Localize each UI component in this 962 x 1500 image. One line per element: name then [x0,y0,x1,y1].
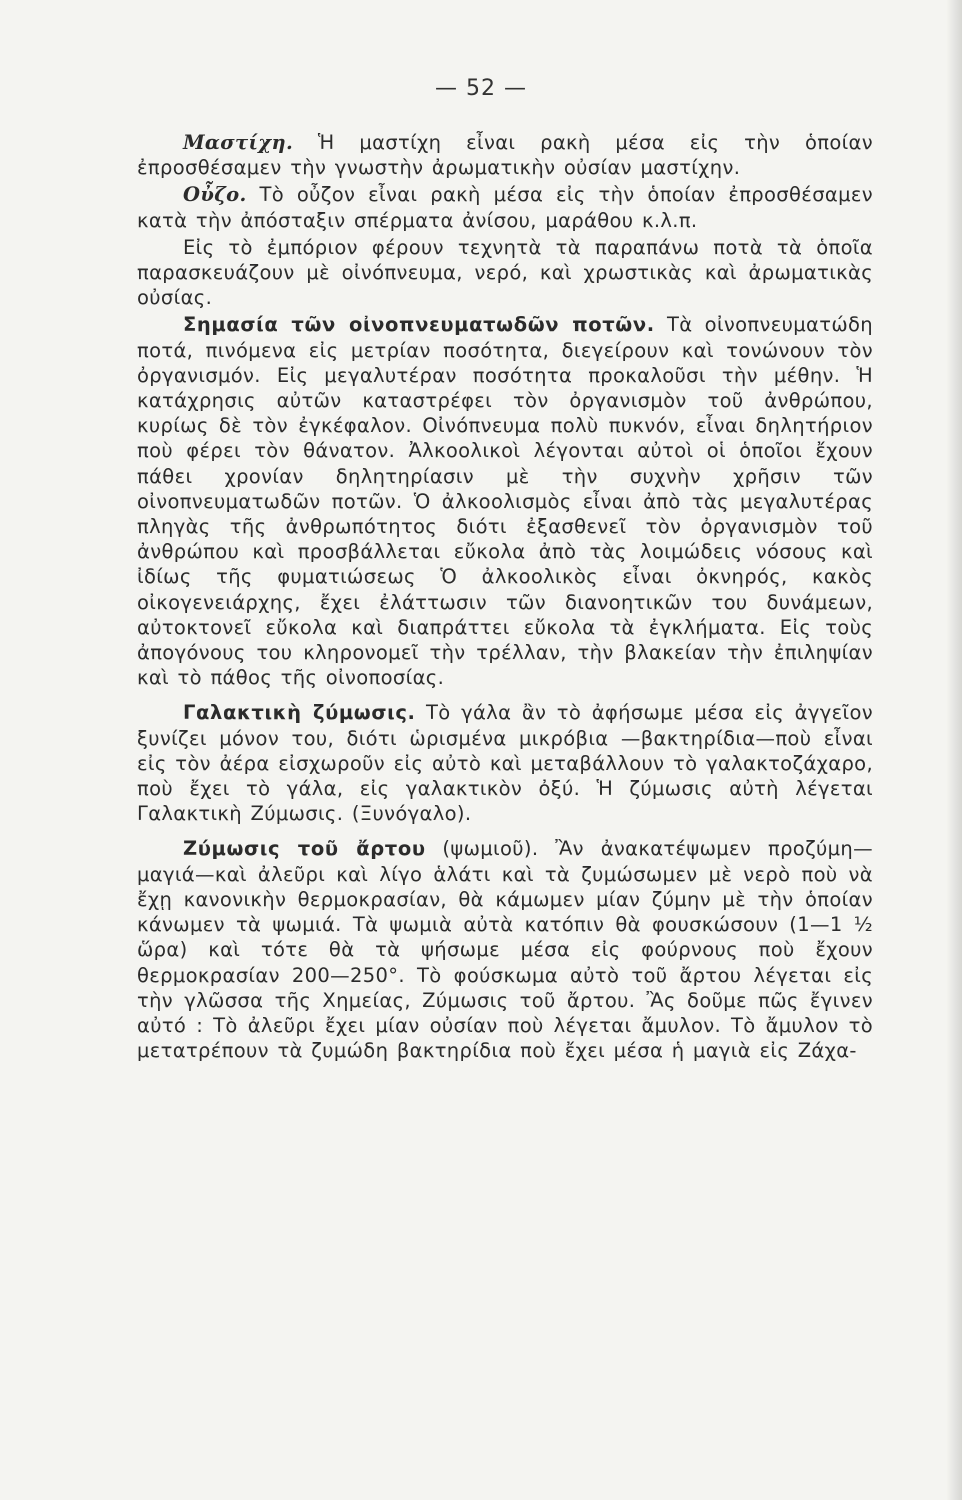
paragraph-text: Τὰ οἰνοπνευματώδη ποτά, πινόμενα εἰς μετρίαν ποσότητα, διεγείρουν καὶ τονώνουν τὸν ὀργανισμόν. Εἰς μεγαλυτέραν ποσότητα προκαλοῦσι τὴν μέθην. Ἡ κατάχρησις αὐτῶν καταστρέφει τὸν ὀργανισμὸν τοῦ ἀνθρώπου, κυρίως δὲ τὸν ἐγκέφαλον. Οἰνόπνευμα πολὺ πυκνόν, εἶναι δηλητήριον ποὺ φέρει τὸν θάνατον. Ἀλκοολικοὶ λέγονται αὐτοὶ οἱ ὁποῖοι ἔχουν πάθει χρονίαν δηλητηρίασιν μὲ τὴν συχνὴν χρῆσιν τῶν οἰνοπνευματωδῶν ποτῶν. Ὁ ἀλκοολισμὸς εἶναι ἀπὸ τὰς μεγαλυτέρας πληγὰς τῆς ἀνθρωπότητος διότι ἐξασθενεῖ τὸν ὀργανισμὸν τοῦ ἀνθρώπου καὶ προσβάλλεται εὔκολα ἀπὸ τὰς λοιμώδεις νόσους καὶ ἰδίως τῆς φυματιώσεως Ὁ ἀλκοολικὸς εἶναι ὀκνηρός, κακὸς οἰκογενειάρχης, ἔχει ἐλάττωσιν τῶν διανοητικῶν του δυνάμεων, αὐτοκτονεῖ εὔκολα καὶ διαπράττει εὔκολα τὰ ἐγκλήματα. Εἰς τοὺς ἀπογόνους του κληρονομεῖ τὴν τρέλλαν, τὴν βλακείαν τὴν ἐπιληψίαν καὶ τὸ πάθος τῆς οἰνοποσίας. [137,313,873,690]
paragraph-text: Τὸ γάλα ἂν τὸ ἀφήσωμε μέσα εἰς ἀγγεῖον ξυνίζει μόνον του, διότι ὡρισμένα μικρόβια —βακτηρίδια—ποὺ εἶναι εἰς τὸν ἀέρα εἰσχωροῦν εἰς αὐτὸ καὶ μεταβάλλουν τὸ γαλακτοζάχαρο, ποὺ ἔχει τὸ γάλα, εἰς γαλακτικὸν ὀξύ. Ἡ ζύμωσις αὐτὴ λέγεται Γαλακτικὴ Ζύμωσις. (Ξυνόγαλο). [137,701,873,826]
heading-ouzo: Οὖζο. [183,183,247,207]
paragraph-bread-fermentation [137,836,873,1063]
paragraph-text: (ψωμιοῦ). Ἂν ἀνακατέψωμεν προζύμη—μαγιά—καὶ ἀλεῦρι καὶ λίγο ἁλάτι καὶ τὰ ζυμώσωμεν μὲ νερὸ ποὺ νὰ ἔχῃ κανονικὴν θερμοκρασίαν, θὰ κάμωμεν μίαν ζύμην μὲ τὴν ὁποίαν κάνωμεν τὰ ψωμιά. Τὰ ψωμιὰ αὐτὰ κατόπιν θὰ φουσκώσουν (1—1 ½ ὥρα) καὶ τότε θὰ τὰ ψήσωμε μέσα εἰς φούρνους ποὺ ἔχουν θερμοκρασίαν 200—250°. Τὸ φούσκωμα αὐτὸ τοῦ ἄρτου λέγεται εἰς τὴν γλῶσσα τῆς Χημείας, Ζύμωσις τοῦ ἄρτου. Ἂς δοῦμε πῶς ἔγινεν αὐτό : Τὸ ἀλεῦρι ἔχει μίαν οὐσίαν ποὺ λέγεται ἄμυλον. Τὸ ἄμυλον τὸ μετατρέπουν τὰ ζυμώδη βακτηρίδια ποὺ ἔχει μέσα ἡ μαγιὰ εἰς Ζάχα- [137,837,873,1063]
paragraph-mastiha [137,130,873,180]
page-number: — 52 — [435,76,527,101]
text-column [137,130,873,1063]
paragraph-text: Ἡ μαστίχη εἶναι ρακὴ μέσα εἰς τὴν ὁποίαν ἐπροσθέσαμεν τὴν γνωστὴν ἀρωματικὴν οὐσίαν μαστίχην. [137,131,873,180]
paragraph-commerce [137,235,873,311]
paragraph-ouzo [137,182,873,232]
heading-mastiha: Μαστίχη. [183,131,294,154]
heading-bread-fermentation: Ζύμωσις τοῦ ἄρτου [183,837,426,861]
paragraph-lactic-fermentation [137,700,873,826]
heading-significance: Σημασία τῶν οἰνοπνευματωδῶν ποτῶν. [183,313,655,337]
paragraph-text: Εἰς τὸ ἐμπόριον φέρουν τεχνητὰ τὰ παραπάνω ποτὰ τὰ ὁποῖα παρασκευάζουν μὲ οἰνόπνευμα, νερό, καὶ χρωστικὰς καὶ ἀρωματικὰς οὐσίας. [137,235,873,310]
paragraph-text: Τὸ οὖζον εἶναι ρακὴ μέσα εἰς τὴν ὁποίαν ἐπροσθέσαμεν κατὰ τὴν ἀπόσταξιν σπέρματα ἀνίσου, μαράθου κ.λ.π. [137,183,873,232]
paragraph-significance [137,312,873,690]
heading-lactic-fermentation: Γαλακτικὴ ζύμωσις. [183,701,416,725]
page-edge-shadow [946,0,962,1500]
